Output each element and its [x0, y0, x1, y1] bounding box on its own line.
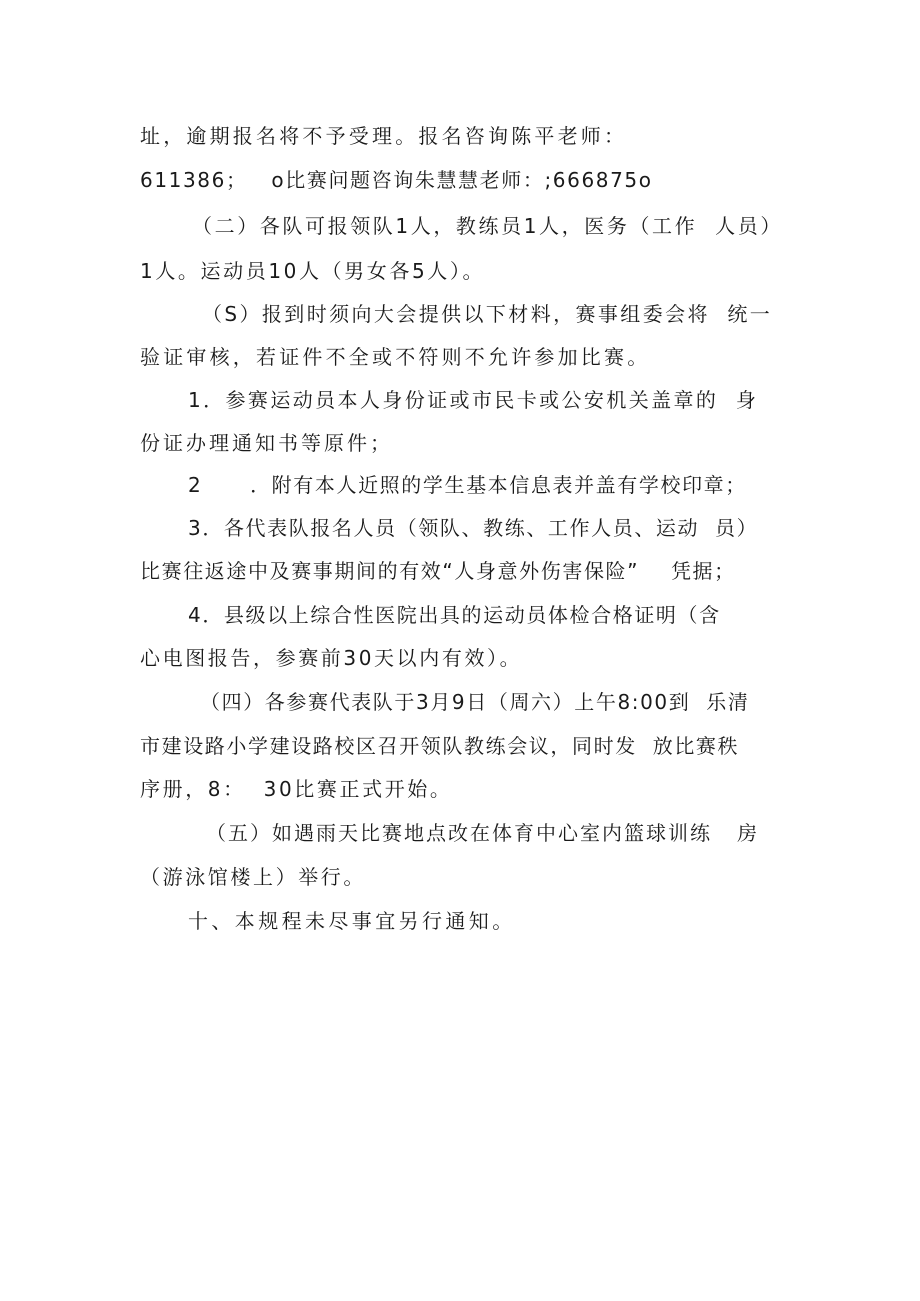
text-line-8: 份证办理通知书等原件； — [140, 431, 393, 455]
text-line-2: 611386； o比赛问题咨询朱慧慧老师：;666875o — [140, 168, 653, 192]
text-line-14: （四）各参赛代表队于3月9日（周六）上午8:00到 乐清 — [200, 690, 750, 714]
text-line-10: 3．各代表队报名人员（领队、教练、工作人员、运动 员） — [188, 516, 759, 540]
text-line-4: 1人。运动员10人（男女各5人）。 — [140, 259, 486, 283]
text-line-17: （五）如遇雨天比赛地点改在体育中心室内篮球训练 房 — [206, 821, 760, 845]
text-line-16: 序册，8： 30比赛正式开始。 — [140, 777, 453, 801]
text-line-9: 2 ．附有本人近照的学生基本信息表并盖有学校印章； — [188, 473, 747, 497]
text-line-3: （二）各队可报领队1人，教练员1人，医务（工作 人员） — [192, 214, 783, 238]
text-line-7: 1．参赛运动员本人身份证或市民卡或公安机关盖章的 身 — [188, 388, 759, 412]
text-line-5: （S）报到时须向大会提供以下材料，赛事组委会将 统一 — [202, 302, 773, 326]
text-line-13: 心电图报告，参赛前30天以内有效）。 — [140, 646, 523, 670]
text-line-12: 4．县级以上综合性医院出具的运动员体检合格证明（含 — [188, 603, 721, 627]
text-line-11: 比赛往返途中及赛事期间的有效“人身意外伤害保险” 凭据； — [140, 559, 736, 583]
text-line-6: 验证审核，若证件不全或不符则不允许参加比赛。 — [140, 345, 651, 369]
text-line-18: （游泳馆楼上）举行。 — [140, 865, 366, 889]
text-line-19: 十、本规程未尽事宜另行通知。 — [188, 909, 516, 933]
text-line-15: 市建设路小学建设路校区召开领队教练会议，同时发 放比赛秩 — [140, 734, 740, 758]
text-line-1: 址，逾期报名将不予受理。报名咨询陈平老师： — [140, 124, 628, 148]
